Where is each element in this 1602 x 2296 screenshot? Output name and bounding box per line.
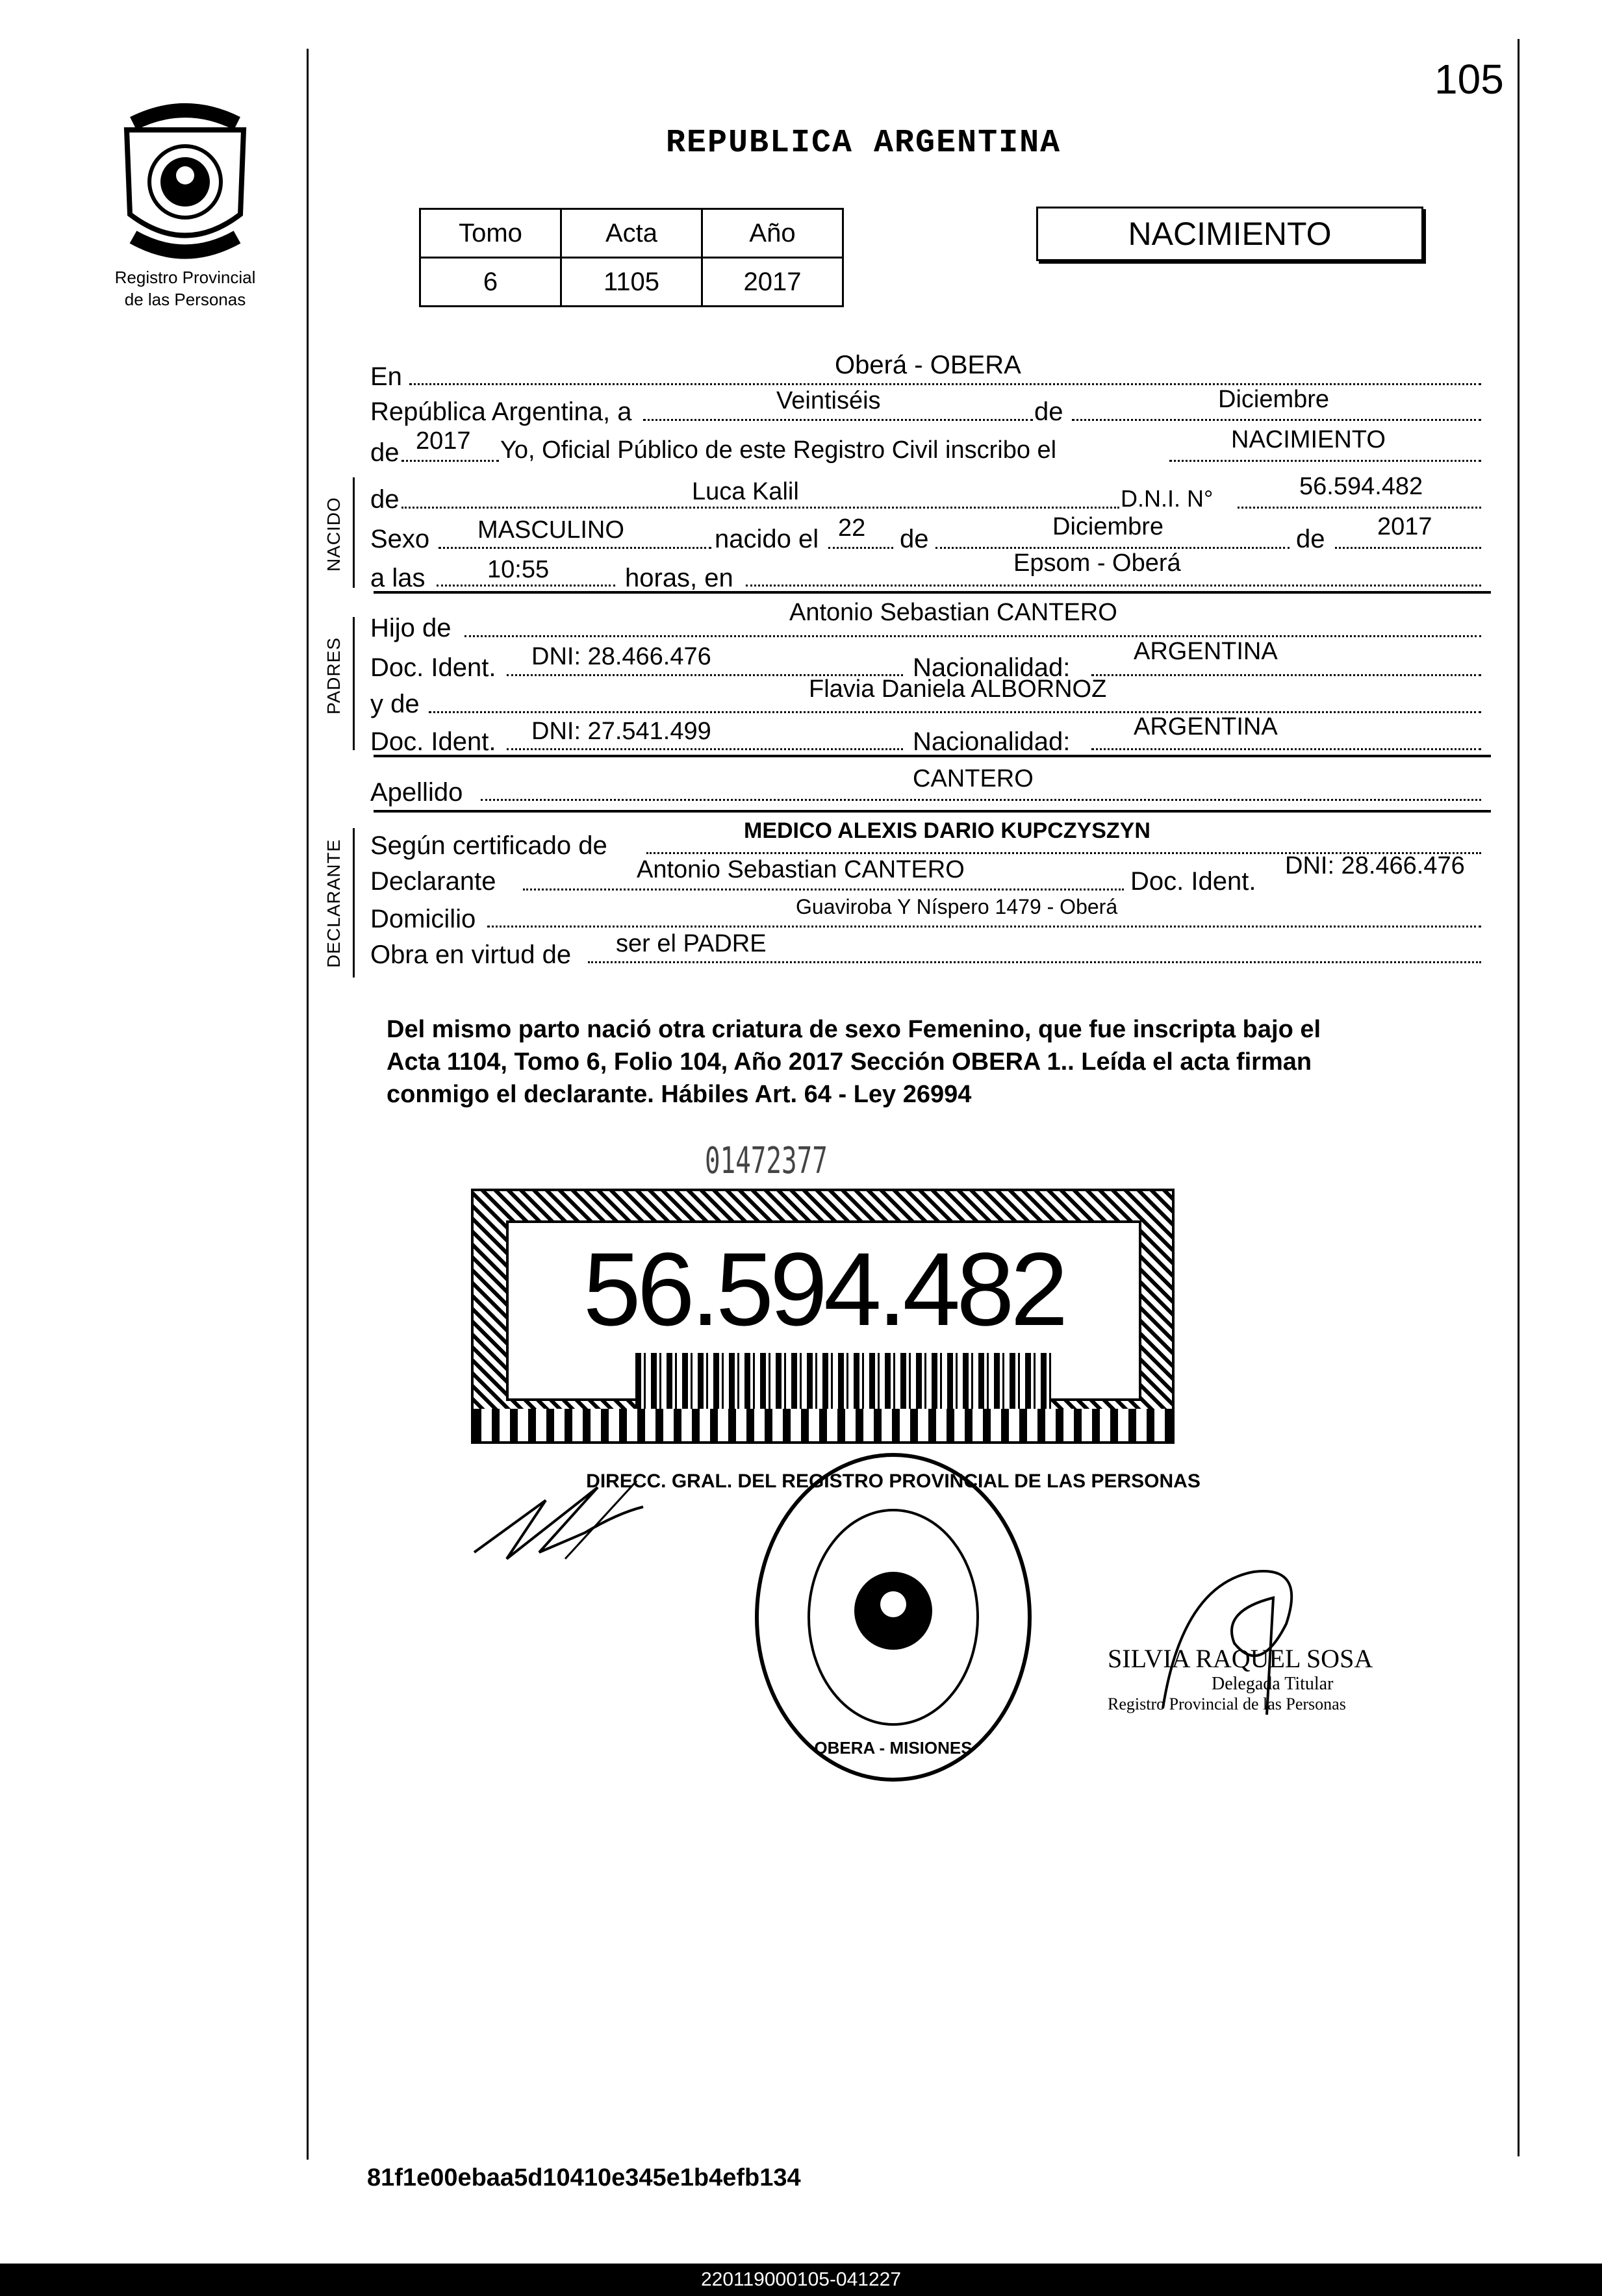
label-apellido: Apellido <box>370 778 463 807</box>
dotted-line <box>481 799 1481 801</box>
dotted-line <box>1238 507 1481 509</box>
value-sexo: MASCULINO <box>477 516 624 544</box>
value-anio: 2017 <box>416 427 471 455</box>
side-label-declarante: DECLARANTE <box>324 839 344 968</box>
table-header: Acta <box>561 209 702 258</box>
value-padre: Antonio Sebastian CANTERO <box>789 599 1117 626</box>
table-cell: 1105 <box>561 258 702 307</box>
value-obra: ser el PADRE <box>616 930 767 957</box>
label-sexo: Sexo <box>370 525 430 553</box>
label-de2: de <box>370 438 400 467</box>
table-header: Tomo <box>420 209 561 258</box>
value-lugar: Oberá - OBERA <box>835 351 1021 379</box>
value-dia: Veintiséis <box>776 387 881 414</box>
table-cell: 6 <box>420 258 561 307</box>
label-nacido-el: nacido el <box>715 525 819 553</box>
dotted-line <box>507 748 903 750</box>
dotted-line <box>1169 460 1481 462</box>
dotted-line <box>401 507 1119 509</box>
value-dia-nac: 22 <box>838 514 866 542</box>
dotted-line <box>746 585 1481 587</box>
dotted-line <box>523 889 1124 890</box>
side-label-padres: PADRES <box>324 637 344 714</box>
registry-name: Registro Provincial de las Personas <box>114 268 256 309</box>
side-label-nacido: NACIDO <box>324 497 344 572</box>
label-en: En <box>370 362 402 391</box>
value-hora: 10:55 <box>487 556 550 583</box>
declarante-bar <box>353 828 355 978</box>
dotted-line <box>409 383 1481 385</box>
dotted-line <box>429 711 1481 713</box>
value-madre: Flavia Daniela ALBORNOZ <box>809 675 1107 703</box>
label-nacionalidad-1: Nacionalidad: <box>913 653 1071 682</box>
sticker-pattern-band <box>474 1409 1172 1441</box>
left-margin-line <box>307 49 309 2160</box>
page-title: REPUBLICA ARGENTINA <box>666 125 1062 162</box>
sticker-inner <box>506 1220 1141 1401</box>
id-sticker <box>471 1189 1175 1444</box>
label-de: de <box>1034 397 1063 426</box>
label-republica: República Argentina, a <box>370 397 632 426</box>
value-certificado: MEDICO ALEXIS DARIO KUPCZYSZYN <box>744 818 1151 843</box>
province-crest-logo <box>114 110 257 260</box>
barcode <box>635 1353 1051 1418</box>
value-madre-nac: ARGENTINA <box>1134 713 1278 740</box>
label-domicilio: Domicilio <box>370 905 476 933</box>
label-doc-ident-2: Doc. Ident. <box>370 727 496 756</box>
dotted-line <box>1072 419 1481 421</box>
dotted-line <box>935 547 1290 549</box>
label-doc-ident-3: Doc. Ident. <box>1130 867 1256 896</box>
separator <box>374 810 1491 813</box>
value-padre-nac: ARGENTINA <box>1134 638 1278 665</box>
nacido-bar <box>353 477 355 588</box>
document-hash: 81f1e00ebaa5d10410e345e1b4efb134 <box>367 2164 801 2191</box>
label-yo: Yo, Oficial Público de este Registro Civil inscribo el <box>500 436 1057 464</box>
dotted-line <box>1091 748 1481 750</box>
value-declarante-dni: DNI: 28.466.476 <box>1285 852 1465 879</box>
value-mes: Diciembre <box>1218 386 1330 413</box>
value-mes-nac: Diciembre <box>1052 513 1164 540</box>
acta-table <box>419 208 844 307</box>
dotted-line <box>588 961 1481 963</box>
value-declarante: Antonio Sebastian CANTERO <box>637 856 965 883</box>
label-horas-en: horas, en <box>625 564 733 592</box>
dotted-line <box>1335 547 1481 549</box>
value-padre-dni: DNI: 28.466.476 <box>531 643 711 670</box>
sticker-number: 56.594.482 <box>583 1231 1065 1347</box>
signer-role: Delegada Titular <box>1212 1674 1334 1694</box>
dotted-line <box>643 419 1033 421</box>
label-de3: de <box>370 485 400 514</box>
svg-text:OBERA - MISIONES: OBERA - MISIONES <box>814 1738 973 1758</box>
dotted-line <box>401 460 499 462</box>
value-domicilio: Guaviroba Y Níspero 1479 - Oberá <box>796 895 1118 918</box>
label-a-las: a las <box>370 564 426 592</box>
value-apellido: CANTERO <box>913 765 1034 792</box>
value-dni: 56.594.482 <box>1299 473 1423 500</box>
label-de4: de <box>900 525 929 553</box>
signer-block <box>1108 1643 1373 1714</box>
label-doc-ident-1: Doc. Ident. <box>370 653 496 682</box>
page-number: 105 <box>1434 56 1504 103</box>
label-obra: Obra en virtud de <box>370 940 572 969</box>
dotted-line <box>464 635 1481 637</box>
note-paragraph: Del mismo parto nació otra criatura de sexo Femenino, que fue inscripta bajo el Acta 1104, Tomo 6, Folio 104, Año 2017 Sección OBERA 1.. Leída el acta firman conmigo el declarante. Hábiles Art. 64 - Ley 26994 <box>387 1016 1321 1108</box>
label-hijo-de: Hijo de <box>370 614 451 642</box>
right-margin-line <box>1518 39 1519 2156</box>
footer-bar <box>0 2264 1602 2296</box>
value-madre-dni: DNI: 27.541.499 <box>531 718 711 745</box>
value-lugar-nac: Epsom - Oberá <box>1013 549 1181 577</box>
dotted-line <box>487 926 1481 927</box>
serial-number: 01472377 <box>705 1140 828 1182</box>
label-de5: de <box>1296 525 1325 553</box>
signer-name: SILVIA RAQUEL SOSA <box>1108 1644 1373 1673</box>
label-segun: Según certificado de <box>370 831 607 860</box>
registry-seal-image <box>586 1448 1201 1789</box>
value-anio-nac: 2017 <box>1377 513 1432 540</box>
label-declarante: Declarante <box>370 867 496 896</box>
table-cell: 2017 <box>702 258 843 307</box>
label-nacionalidad-2: Nacionalidad: <box>913 727 1071 756</box>
dotted-line <box>437 585 615 587</box>
act-type-box: NACIMIENTO <box>1036 207 1423 261</box>
dotted-line <box>439 547 711 549</box>
svg-text:DIRECC. GRAL. DEL REGISTRO PRO: DIRECC. GRAL. DEL REGISTRO PROVINCIAL DE LAS PERSONAS <box>586 1470 1201 1492</box>
separator <box>374 591 1491 594</box>
label-dni: D.N.I. N° <box>1121 485 1214 512</box>
table-header: Año <box>702 209 843 258</box>
dotted-line <box>1091 674 1481 676</box>
label-y-de: y de <box>370 690 420 718</box>
footer-code: 220119000105-041227 <box>700 2269 902 2290</box>
value-tipo: NACIMIENTO <box>1231 426 1386 453</box>
dotted-line <box>828 547 893 549</box>
padres-bar <box>353 617 355 750</box>
signer-org: Registro Provincial de las Personas <box>1108 1695 1346 1713</box>
value-nombre: Luca Kalil <box>692 478 799 505</box>
